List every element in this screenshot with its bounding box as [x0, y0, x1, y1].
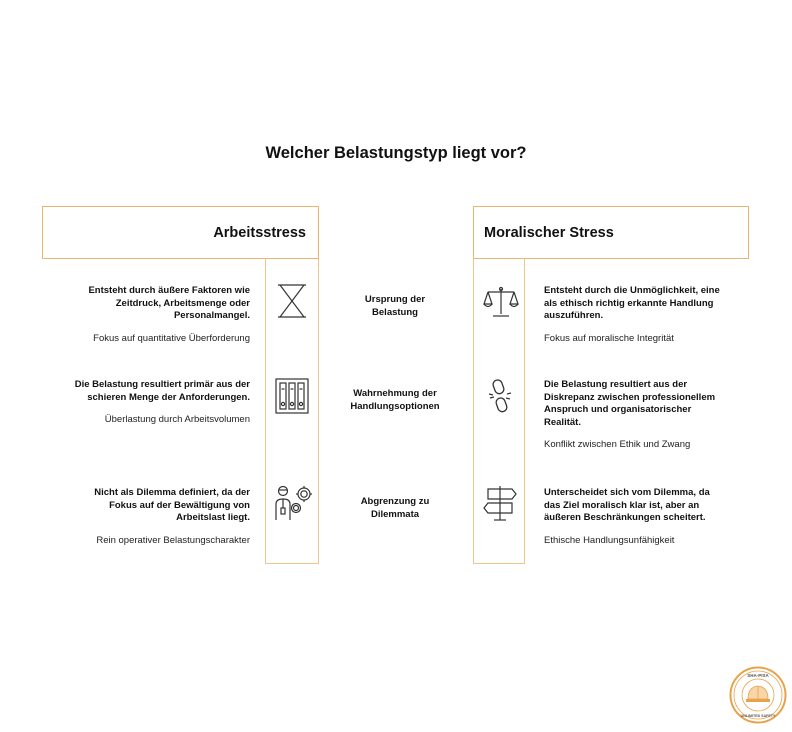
page-title: Welcher Belastungstyp liegt vor? — [265, 144, 527, 162]
moral-stress-dilemma-cell — [544, 487, 754, 547]
work-stress-origin-summary: Fokus auf quantitative Überforderung — [93, 332, 250, 344]
moral-stress-header — [473, 206, 749, 259]
moral-stress-dilemma-summary: Ethische Handlungsunfähigkeit — [544, 534, 675, 546]
work-stress-origin-text: Entsteht durch äußere Faktoren wie Zeitdruck, Arbeitsmenge oder Personalmangel. — [88, 285, 250, 321]
broken-link-icon — [487, 378, 513, 414]
moral-stress-origin-text: Entsteht durch die Unmöglichkeit, eine als ethisch richtig erkannte Handlung auszuführen. — [544, 285, 720, 321]
moral-stress-perception-text: Die Belastung resultiert aus der Diskrepanz zwischen professionellem Anspruch und organisatorischer Realität. — [544, 379, 716, 428]
work-stress-header — [42, 206, 319, 259]
moral-stress-origin-summary: Fokus auf moralische Integrität — [544, 332, 674, 344]
svg-text:SHA-PISA: SHA-PISA — [747, 673, 769, 678]
binders-icon — [275, 378, 309, 414]
scales-icon — [483, 286, 519, 318]
criterion-perception: Wahrnehmung der Handlungsoptionen — [350, 388, 440, 412]
signpost-icon — [482, 485, 518, 521]
worker-gears-icon — [274, 484, 312, 522]
criterion-origin: Ursprung der Belastung — [364, 294, 426, 318]
work-stress-header-label: Arbeitsstress — [213, 224, 306, 241]
unlimited-safety-logo — [729, 666, 787, 724]
moral-stress-perception-summary: Konflikt zwischen Ethik und Zwang — [544, 439, 691, 450]
moral-stress-header-label: Moralischer Stress — [484, 224, 614, 241]
moral-stress-perception-cell — [544, 379, 754, 452]
moral-stress-dilemma-text: Unterscheidet sich vom Dilemma, da das Ziel moralisch klar ist, aber an äußeren Beschränkungen scheitert. — [544, 487, 710, 523]
svg-text:UNLIMITED SAFETY: UNLIMITED SAFETY — [740, 714, 776, 718]
work-stress-perception-cell — [44, 379, 250, 427]
work-stress-dilemma-cell — [44, 487, 250, 547]
work-stress-dilemma-summary: Rein operativer Belastungscharakter — [96, 534, 250, 546]
moral-stress-origin-cell — [544, 285, 754, 345]
work-stress-dilemma-text: Nicht als Dilemma definiert, da der Fokus auf der Bewältigung von Arbeitslast liegt. — [94, 487, 250, 523]
hourglass-icon — [276, 284, 308, 318]
work-stress-perception-summary: Überlastung durch Arbeitsvolumen — [104, 414, 250, 425]
work-stress-perception-text: Die Belastung resultiert primär aus der schieren Menge der Anforderungen. — [74, 379, 250, 403]
work-stress-origin-cell — [44, 285, 250, 345]
criterion-dilemma: Abgrenzung zu Dilemmata — [360, 496, 430, 520]
